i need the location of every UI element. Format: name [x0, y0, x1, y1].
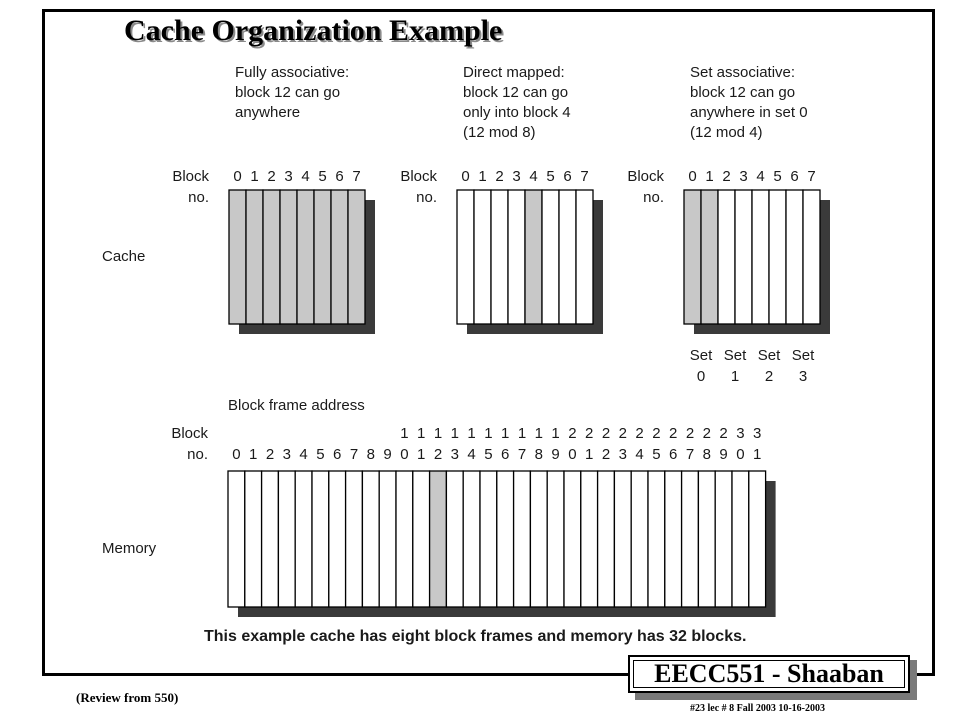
direct-mapped-cache-block [491, 190, 508, 324]
course-badge: EECC551 - Shaaban [628, 655, 910, 693]
set-label: Set [723, 347, 747, 364]
memory-block [362, 471, 379, 607]
memory-block [346, 471, 363, 607]
direct-mapped-cache-block [542, 190, 559, 324]
fully-associative-caption-line: block 12 can go [235, 84, 341, 101]
set-label: Set [757, 347, 781, 364]
set-associative-caption-line: block 12 can go [690, 84, 796, 101]
fully-associative-block-label: Block [172, 168, 209, 185]
memory-label: Memory [102, 540, 157, 557]
memory-block [749, 471, 766, 607]
memory-block-ones-digit: 7 [349, 446, 359, 463]
memory-block-ones-digit: 5 [484, 446, 493, 463]
set-number: 0 [696, 368, 706, 385]
memory-block [245, 471, 262, 607]
memory-block-tens-digit: 2 [601, 425, 611, 442]
set-associative-cache-block [735, 190, 752, 324]
memory-block-ones-digit: 4 [467, 446, 476, 463]
memory-block-tens-digit: 1 [501, 425, 510, 442]
set-associative-cache-block [684, 190, 701, 324]
memory-block-tens-digit: 3 [736, 425, 745, 442]
memory-block-ones-digit: 2 [265, 446, 275, 463]
memory-block-ones-digit: 1 [417, 446, 426, 463]
direct-mapped-block-number: 6 [563, 168, 572, 185]
set-associative-block-number: 2 [722, 168, 731, 185]
memory-block-ones-digit: 9 [383, 446, 392, 463]
memory-block [631, 471, 648, 607]
slide-title: Cache Organization Example [124, 14, 503, 47]
fully-associative-cache-block [314, 190, 331, 324]
memory-block [732, 471, 749, 607]
memory-block [329, 471, 346, 607]
set-associative-cache-block [752, 190, 769, 324]
set-associative-block-number: 5 [773, 168, 782, 185]
memory-block-ones-digit: 5 [652, 446, 661, 463]
direct-mapped-block-number: 0 [461, 168, 470, 185]
direct-mapped-caption-line: block 12 can go [463, 84, 569, 101]
set-associative-cache-block [803, 190, 820, 324]
set-number: 3 [798, 368, 808, 385]
memory-block [379, 471, 396, 607]
direct-mapped-block-number: 7 [580, 168, 589, 185]
memory-block [312, 471, 329, 607]
memory-block-ones-digit: 9 [551, 446, 560, 463]
set-associative-cache-block [769, 190, 786, 324]
memory-block [648, 471, 665, 607]
memory-block-ones-digit: 6 [669, 446, 678, 463]
fully-associative-cache-block [280, 190, 297, 324]
diagram-caption: This example cache has eight block frames and memory has 32 blocks. [204, 628, 747, 645]
memory-block [698, 471, 715, 607]
memory-block-tens-digit: 1 [484, 425, 493, 442]
block-frame-address-label: Block frame address [228, 397, 365, 414]
fully-associative-cache-block [263, 190, 280, 324]
direct-mapped-cache-block [525, 190, 542, 324]
direct-mapped-block-no-label: no. [416, 189, 437, 206]
set-associative-block-no-label: no. [643, 189, 664, 206]
set-associative-block-label: Block [627, 168, 664, 185]
memory-block-ones-digit: 2 [601, 446, 611, 463]
memory-block [413, 471, 430, 607]
memory-block-tens-digit: 1 [534, 425, 543, 442]
memory-block [614, 471, 631, 607]
memory-block-tens-digit: 1 [400, 425, 409, 442]
memory-block-ones-digit: 1 [585, 446, 594, 463]
fully-associative-block-number: 2 [267, 168, 276, 185]
fully-associative-cache-block [297, 190, 314, 324]
memory-block-ones-digit: 4 [299, 446, 308, 463]
memory-block-tens-digit: 2 [635, 425, 644, 442]
memory-block [665, 471, 682, 607]
memory-block-ones-digit: 0 [736, 446, 745, 463]
fully-associative-cache-block [348, 190, 365, 324]
direct-mapped-block-number: 3 [512, 168, 521, 185]
fully-associative-block-no-label: no. [188, 189, 209, 206]
memory-block [480, 471, 497, 607]
memory-block [497, 471, 514, 607]
set-associative-block-number: 0 [688, 168, 697, 185]
fully-associative-block-number: 1 [250, 168, 259, 185]
memory-block-no-label: no. [187, 446, 208, 463]
memory-block-tens-digit: 1 [417, 425, 426, 442]
fully-associative-cache-block [331, 190, 348, 324]
memory-block-tens-digit: 3 [753, 425, 762, 442]
direct-mapped-cache-block [474, 190, 491, 324]
memory-block-tens-digit: 1 [551, 425, 560, 442]
fully-associative-block-number: 5 [318, 168, 327, 185]
memory-block [682, 471, 699, 607]
memory-block [581, 471, 598, 607]
memory-block [514, 471, 531, 607]
memory-block-ones-digit: 0 [232, 446, 241, 463]
memory-block-label: Block [171, 425, 208, 442]
memory-block [430, 471, 447, 607]
memory-block-ones-digit: 3 [618, 446, 627, 463]
memory-block [715, 471, 732, 607]
set-associative-block-number: 4 [756, 168, 765, 185]
set-associative-caption-line: anywhere in set 0 [690, 104, 808, 121]
memory-block-ones-digit: 0 [568, 446, 577, 463]
memory-block-tens-digit: 1 [433, 425, 443, 442]
fully-associative-block-number: 7 [352, 168, 361, 185]
memory-block-tens-digit: 2 [719, 425, 728, 442]
memory-block-tens-digit: 2 [669, 425, 678, 442]
set-associative-block-number: 3 [739, 168, 748, 185]
set-associative-block-number: 7 [807, 168, 816, 185]
memory-block [228, 471, 245, 607]
direct-mapped-block-number: 4 [529, 168, 538, 185]
memory-block-tens-digit: 1 [517, 425, 527, 442]
set-associative-caption-line: Set associative: [690, 64, 796, 81]
fully-associative-caption-line: anywhere [235, 104, 301, 121]
memory-block-ones-digit: 1 [249, 446, 258, 463]
direct-mapped-cache-block [576, 190, 593, 324]
direct-mapped-block-number: 2 [495, 168, 504, 185]
memory-block-tens-digit: 2 [685, 425, 695, 442]
memory-block [446, 471, 463, 607]
memory-block-tens-digit: 2 [702, 425, 711, 442]
memory-block-tens-digit: 1 [450, 425, 459, 442]
memory-block-ones-digit: 3 [450, 446, 459, 463]
memory-block-ones-digit: 7 [517, 446, 527, 463]
memory-block-tens-digit: 2 [618, 425, 627, 442]
memory-block [547, 471, 564, 607]
memory-block-ones-digit: 6 [333, 446, 342, 463]
memory-block [598, 471, 615, 607]
direct-mapped-caption-line: Direct mapped: [463, 64, 565, 81]
memory-block-tens-digit: 1 [467, 425, 476, 442]
set-associative-block-number: 6 [790, 168, 799, 185]
memory-block [278, 471, 295, 607]
set-associative-cache-block [786, 190, 803, 324]
direct-mapped-block-number: 1 [478, 168, 487, 185]
direct-mapped-block-label: Block [400, 168, 437, 185]
direct-mapped-caption-line: (12 mod 8) [463, 124, 536, 141]
set-number: 1 [730, 368, 740, 385]
memory-block-tens-digit: 2 [568, 425, 577, 442]
direct-mapped-cache-block [457, 190, 474, 324]
memory-block-ones-digit: 3 [282, 446, 291, 463]
fully-associative-caption-line: Fully associative: [235, 64, 350, 81]
cache-label: Cache [102, 248, 146, 265]
memory-block-ones-digit: 4 [635, 446, 644, 463]
memory-block-ones-digit: 0 [400, 446, 409, 463]
direct-mapped-cache-block [508, 190, 525, 324]
fully-associative-block-number: 6 [335, 168, 344, 185]
direct-mapped-block-number: 5 [546, 168, 555, 185]
memory-block [463, 471, 480, 607]
fully-associative-block-number: 3 [284, 168, 293, 185]
memory-block-ones-digit: 8 [702, 446, 711, 463]
fully-associative-block-number: 4 [301, 168, 310, 185]
fully-associative-block-number: 0 [233, 168, 242, 185]
direct-mapped-cache-block [559, 190, 576, 324]
fully-associative-cache-block [229, 190, 246, 324]
memory-block [530, 471, 547, 607]
memory-block [564, 471, 581, 607]
set-number: 2 [764, 368, 774, 385]
memory-block-ones-digit: 8 [366, 446, 375, 463]
lecture-info: #23 lec # 8 Fall 2003 10-16-2003 [690, 703, 825, 714]
memory-block-ones-digit: 8 [534, 446, 543, 463]
set-label: Set [791, 347, 815, 364]
set-associative-caption-line: (12 mod 4) [690, 124, 763, 141]
memory-block-tens-digit: 2 [585, 425, 594, 442]
memory-block-ones-digit: 7 [685, 446, 695, 463]
memory-block-ones-digit: 6 [501, 446, 510, 463]
memory-block-ones-digit: 9 [719, 446, 728, 463]
memory-block [295, 471, 312, 607]
fully-associative-cache-block [246, 190, 263, 324]
memory-block [262, 471, 279, 607]
memory-block-ones-digit: 5 [316, 446, 325, 463]
set-associative-cache-block [701, 190, 718, 324]
review-note: (Review from 550) [76, 690, 179, 705]
set-associative-block-number: 1 [705, 168, 714, 185]
set-label: Set [689, 347, 713, 364]
memory-block-ones-digit: 2 [433, 446, 443, 463]
direct-mapped-caption-line: only into block 4 [463, 104, 571, 121]
memory-block-ones-digit: 1 [753, 446, 762, 463]
memory-block [396, 471, 413, 607]
memory-block-tens-digit: 2 [652, 425, 661, 442]
set-associative-cache-block [718, 190, 735, 324]
